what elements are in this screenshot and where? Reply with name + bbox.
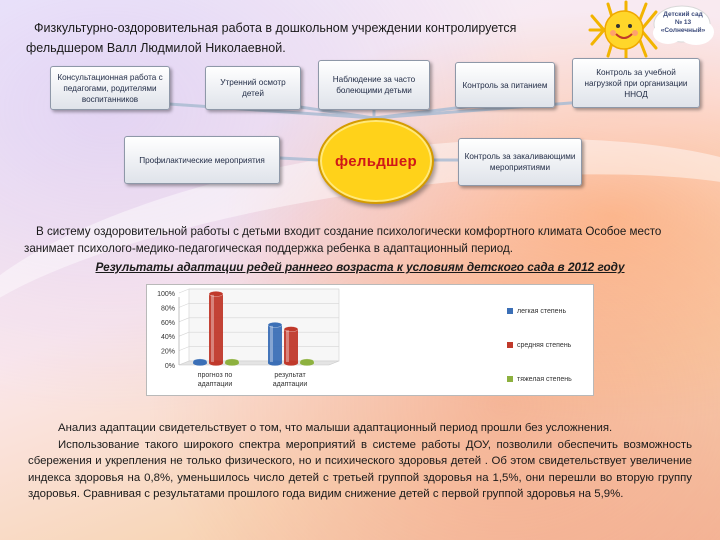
chart-y-tick: 0% [164, 363, 175, 370]
bottom-text [28, 420, 692, 503]
chart-legend-label: тяжелая степень [517, 376, 572, 383]
chart-legend-swatch [507, 376, 513, 382]
chart-legend-label: легкая степень [517, 308, 567, 315]
conclusion-paragraph: Использование такого широкого спектра мероприятий в системе работы ДОУ, позволили обеспечить возможность сбережения и укрепления не только физического, но и психического здоровья детей . Об этом свидетельствует увеличение индекса здоровья на 0,8%, уменьшилось число детей с третьей группой здоровья на 1,5%, они перешли во вторую группу здоровья. Сравнивая с результатами прошлого года видим снижение детей с первой группой здоровья на 5,9%. [28, 438, 692, 500]
chart-x-label: прогноз по [197, 372, 233, 379]
box-observation: Наблюдение за часто болеющими детьми [318, 60, 430, 110]
chart-bar-highlight [211, 295, 214, 362]
chart-legend-swatch [507, 342, 513, 348]
header-text: Физкультурно-оздоровительная работа в дошкольном учреждении контролируется фельдшером Валл Людмилой Николаевной. [26, 21, 517, 55]
results-title: Результаты адаптации редей раннего возраста к условиям детского сада в 2012 году [95, 260, 625, 274]
chart-legend-swatch [507, 308, 513, 314]
logo-line3: «Солнечный» [660, 27, 706, 34]
chart-svg [147, 285, 593, 395]
chart-legend-label: средняя степень [517, 342, 572, 349]
chart-y-tick: 40% [160, 334, 175, 342]
chart-x-label: адаптации [272, 381, 308, 388]
chart-bar-base [225, 360, 239, 365]
chart-gridline-diag [179, 303, 189, 307]
chart-bar-base [300, 360, 314, 365]
center-feldsher: фельдшер [318, 118, 434, 204]
chart-gridline-diag [179, 347, 189, 351]
adaptation-chart [146, 284, 594, 396]
chart-gridline-diag [179, 289, 189, 293]
connector-prevent [280, 158, 318, 160]
analysis-paragraph: Анализ адаптации свидетельствует о том, что малыши адаптационный период прошли без усложнения. [58, 422, 613, 434]
intro-paragraph: В систему оздоровительной работы с детьми входит создание психологически комфортного климата Особое место занимает психолого-медико-педагогическая поддержка ребенка в адаптационный период. [24, 225, 662, 255]
chart-y-tick: 60% [160, 319, 175, 327]
chart-gridline-diag [179, 318, 189, 322]
chart-bar-highlight [270, 326, 273, 362]
chart-x-label: результат [274, 372, 306, 379]
chart-bar-base [193, 360, 207, 365]
chart-y-tick: 20% [160, 348, 175, 356]
chart-bar-highlight [286, 330, 289, 362]
logo-line2: № 13 [674, 19, 692, 26]
logo-line1: Детский сад [663, 11, 703, 18]
box-hardening: Контроль за закаливающими мероприятиями [458, 138, 582, 186]
chart-x-label: адаптации [197, 381, 233, 388]
box-nutrition: Контроль за питанием [455, 62, 555, 108]
box-prevention: Профилактические мероприятия [124, 136, 280, 184]
box-morning-check: Утренний осмотр детей [205, 66, 301, 110]
chart-gridline-diag [179, 332, 189, 336]
chart-y-tick: 80% [160, 305, 175, 313]
box-consultation: Консультационная работа с педагогами, родителями воспитанников [50, 66, 170, 110]
chart-y-tick: 100% [157, 291, 175, 298]
box-load-control: Контроль за учебной нагрузкой при организации ННОД [572, 58, 700, 108]
